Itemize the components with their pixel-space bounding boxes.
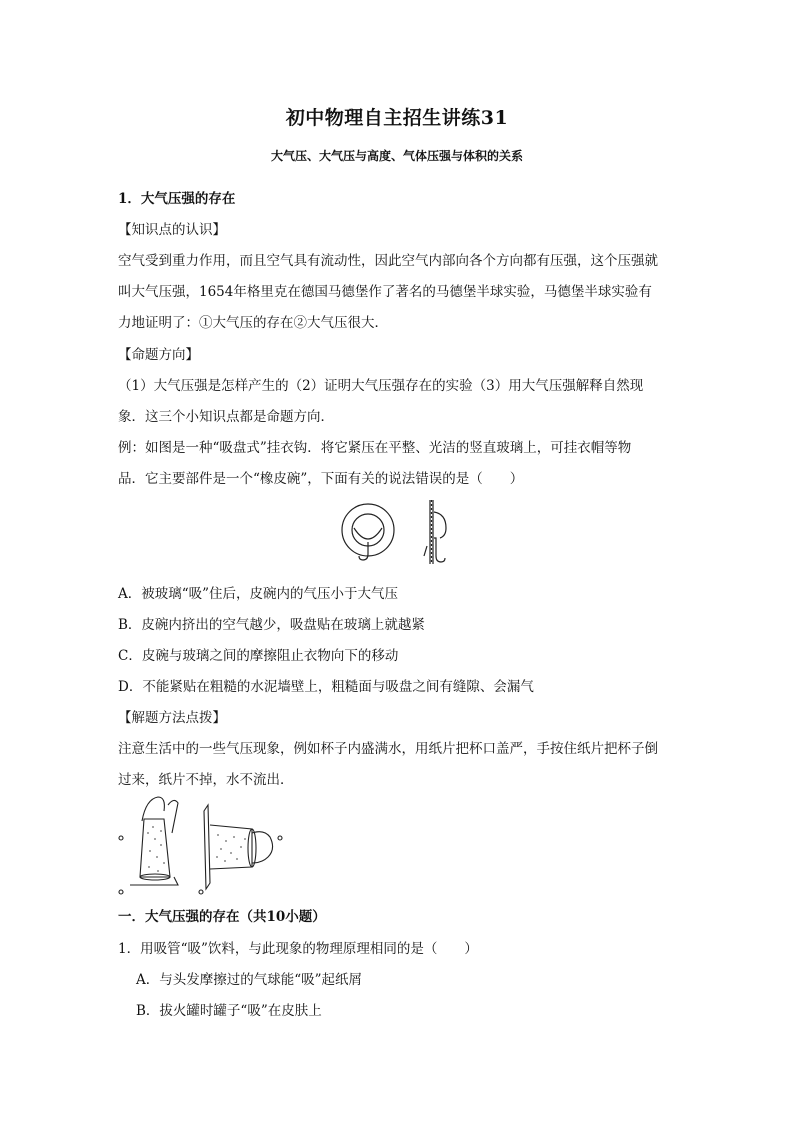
paragraph-line: 空气受到重力作用，而且空气具有流动性，因此空气内部向各个方向都有压强，这个压强就 <box>118 253 658 269</box>
paragraph-line: 注意生活中的一些气压现象，例如杯子内盛满水，用纸片把杯口盖严，手按住纸片把杯子倒 <box>118 741 658 757</box>
inverted-cup-figure <box>199 805 282 894</box>
paragraph-line: 叫大气压强，1654年格里克在德国马德堡作了著名的马德堡半球实验，马德堡半球实验有 <box>118 284 652 300</box>
paragraph-line: 力地证明了：①大气压的存在②大气压很大． <box>118 315 388 331</box>
suction-hook-side-figure <box>424 500 446 564</box>
method-label: 【解题方法点拨】 <box>118 710 226 726</box>
knowledge-label: 【知识点的认识】 <box>118 222 226 238</box>
cup-on-card-figure <box>119 797 178 894</box>
question-1-option-a: A．与头发摩擦过的气球能“吸”起纸屑 <box>136 972 363 988</box>
question-1: 1．用吸管“吸”饮料，与此现象的物理原理相同的是（ ） <box>118 941 478 957</box>
suction-hook-figure <box>340 498 458 566</box>
paragraph-line: （1）大气压强是怎样产生的（2）证明大气压强存在的实验（3）用大气压强解释自然现 <box>118 378 644 394</box>
example-line: 品．它主要部件是一个“橡皮碗”，下面有关的说法错误的是（ ） <box>118 471 524 487</box>
paragraph-line: 象．这三个小知识点都是命题方向． <box>118 409 334 425</box>
example-line: 例：如图是一种“吸盘式”挂衣钩．将它紧压在平整、光洁的竖直玻璃上，可挂衣帽等物 <box>118 440 632 456</box>
direction-label: 【命题方向】 <box>118 347 199 363</box>
paragraph-line: 过来，纸片不掉，水不流出． <box>118 772 294 788</box>
exercise-heading: 一．大气压强的存在（共10小题） <box>118 909 326 925</box>
page-subtitle: 大气压、大气压与高度、气体压强与体积的关系 <box>270 149 523 163</box>
cup-experiment-figure <box>112 793 292 895</box>
option-d: D．不能紧贴在粗糙的水泥墙壁上，粗糙面与吸盘之间有缝隙、会漏气 <box>118 679 534 695</box>
option-b: B．皮碗内挤出的空气越少，吸盘贴在玻璃上就越紧 <box>118 617 425 633</box>
section-heading: 1．大气压强的存在 <box>118 191 236 207</box>
option-c: C．皮碗与玻璃之间的摩擦阻止衣物向下的移动 <box>118 648 399 664</box>
question-1-option-b: B．拔火罐时罐子“吸”在皮肤上 <box>136 1003 322 1019</box>
suction-hook-front-figure <box>342 504 394 560</box>
option-a: A．被玻璃“吸”住后，皮碗内的气压小于大气压 <box>118 586 399 602</box>
page-title: 初中物理自主招生讲练31 <box>285 107 509 129</box>
